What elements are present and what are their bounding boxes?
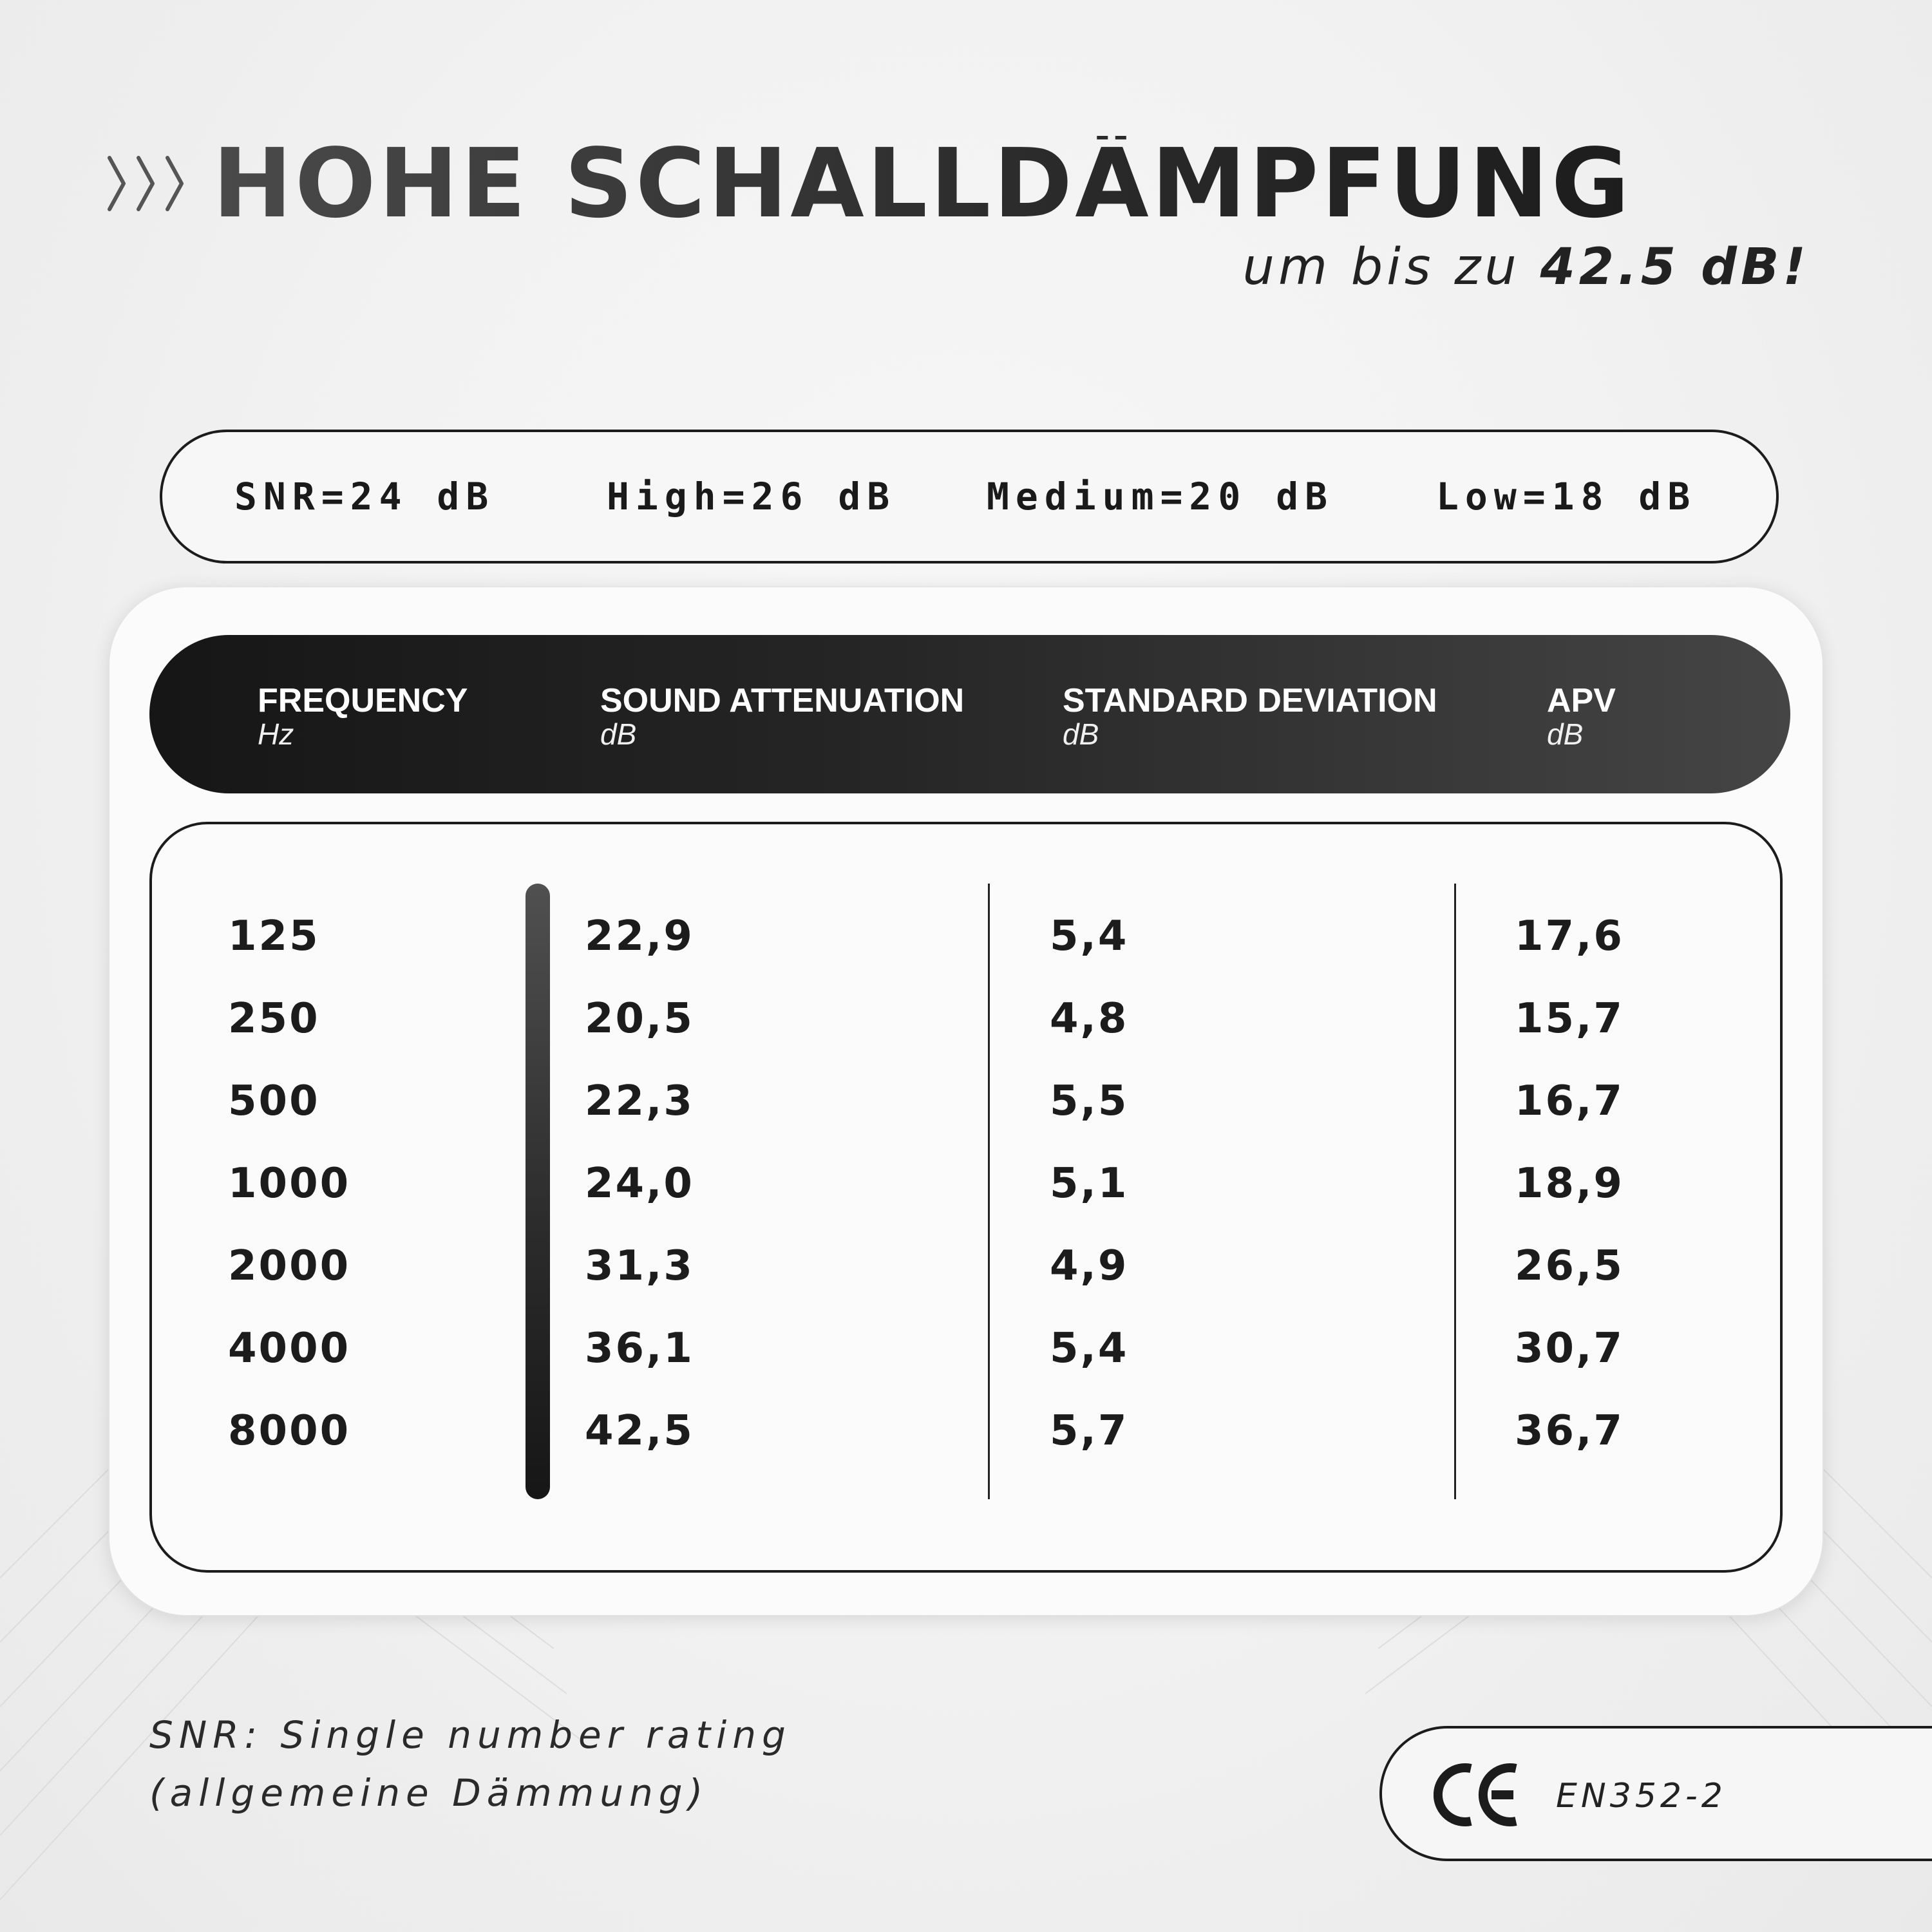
table-header-bar — [149, 635, 1790, 793]
cell-sound-attenuation: 24,0 — [585, 1160, 694, 1208]
cell-standard-deviation: 5,5 — [1050, 1077, 1129, 1125]
cell-standard-deviation: 5,4 — [1050, 1325, 1129, 1372]
column-divider-line — [1454, 884, 1456, 1499]
cell-sound-attenuation: 31,3 — [585, 1242, 694, 1290]
cell-sound-attenuation: 36,1 — [585, 1325, 694, 1372]
cell-sound-attenuation: 20,5 — [585, 995, 694, 1043]
cell-frequency: 125 — [228, 913, 320, 960]
header-sound-attenuation: SOUND ATTENUATION dB — [600, 682, 965, 751]
cell-standard-deviation: 5,1 — [1050, 1160, 1129, 1208]
cell-standard-deviation: 4,8 — [1050, 995, 1129, 1043]
cell-frequency: 8000 — [228, 1407, 351, 1455]
subtitle-value: 42.5 dB! — [1540, 238, 1810, 296]
attenuation-table-card — [109, 587, 1823, 1615]
page-title: HOHE SCHALLDÄMPFUNG — [213, 128, 1633, 239]
cell-standard-deviation: 5,7 — [1050, 1407, 1129, 1455]
column-apv — [1515, 895, 1624, 1472]
cell-standard-deviation: 4,9 — [1050, 1242, 1129, 1290]
cell-apv: 15,7 — [1515, 995, 1624, 1043]
header-frequency: FREQUENCY Hz — [258, 682, 468, 751]
triple-chevron-right-icon — [103, 151, 193, 216]
cell-sound-attenuation: 22,9 — [585, 913, 694, 960]
cell-apv: 18,9 — [1515, 1160, 1624, 1208]
rating-high: High=26 dB — [607, 475, 896, 518]
cell-apv: 26,5 — [1515, 1242, 1624, 1290]
header-apv: APV dB — [1547, 682, 1616, 751]
column-sound-attenuation — [585, 895, 694, 1472]
column-standard-deviation — [1050, 895, 1128, 1472]
header-standard-deviation: STANDARD DEVIATION dB — [1063, 682, 1437, 751]
rating-summary-pill — [160, 430, 1779, 564]
cell-apv: 17,6 — [1515, 913, 1624, 960]
rating-low: Low=18 dB — [1436, 475, 1697, 518]
cell-apv: 30,7 — [1515, 1325, 1624, 1372]
certification-label: EN352-2 — [1556, 1777, 1727, 1815]
cell-standard-deviation: 5,4 — [1050, 913, 1129, 960]
column-divider-line — [988, 884, 990, 1499]
rating-snr: SNR=24 dB — [234, 475, 495, 518]
cell-sound-attenuation: 42,5 — [585, 1407, 694, 1455]
snr-footnote-line2: (allgemeine Dämmung) — [149, 1771, 709, 1815]
column-frequency — [228, 895, 350, 1472]
cell-frequency: 2000 — [228, 1242, 351, 1290]
snr-footnote-line1: SNR: Single number rating — [149, 1713, 791, 1757]
table-body — [149, 822, 1783, 1573]
cell-frequency: 500 — [228, 1077, 320, 1125]
ce-mark-icon — [1434, 1759, 1524, 1830]
title-row — [103, 128, 1633, 239]
cell-sound-attenuation: 22,3 — [585, 1077, 694, 1125]
column-divider-bar — [526, 884, 550, 1499]
page-subtitle — [1243, 238, 1810, 296]
cell-frequency: 4000 — [228, 1325, 351, 1372]
cell-apv: 36,7 — [1515, 1407, 1624, 1455]
cell-apv: 16,7 — [1515, 1077, 1624, 1125]
cell-frequency: 250 — [228, 995, 320, 1043]
certification-badge — [1379, 1726, 1932, 1861]
rating-medium: Medium=20 dB — [987, 475, 1334, 518]
cell-frequency: 1000 — [228, 1160, 351, 1208]
subtitle-prefix: um bis zu — [1242, 238, 1520, 296]
